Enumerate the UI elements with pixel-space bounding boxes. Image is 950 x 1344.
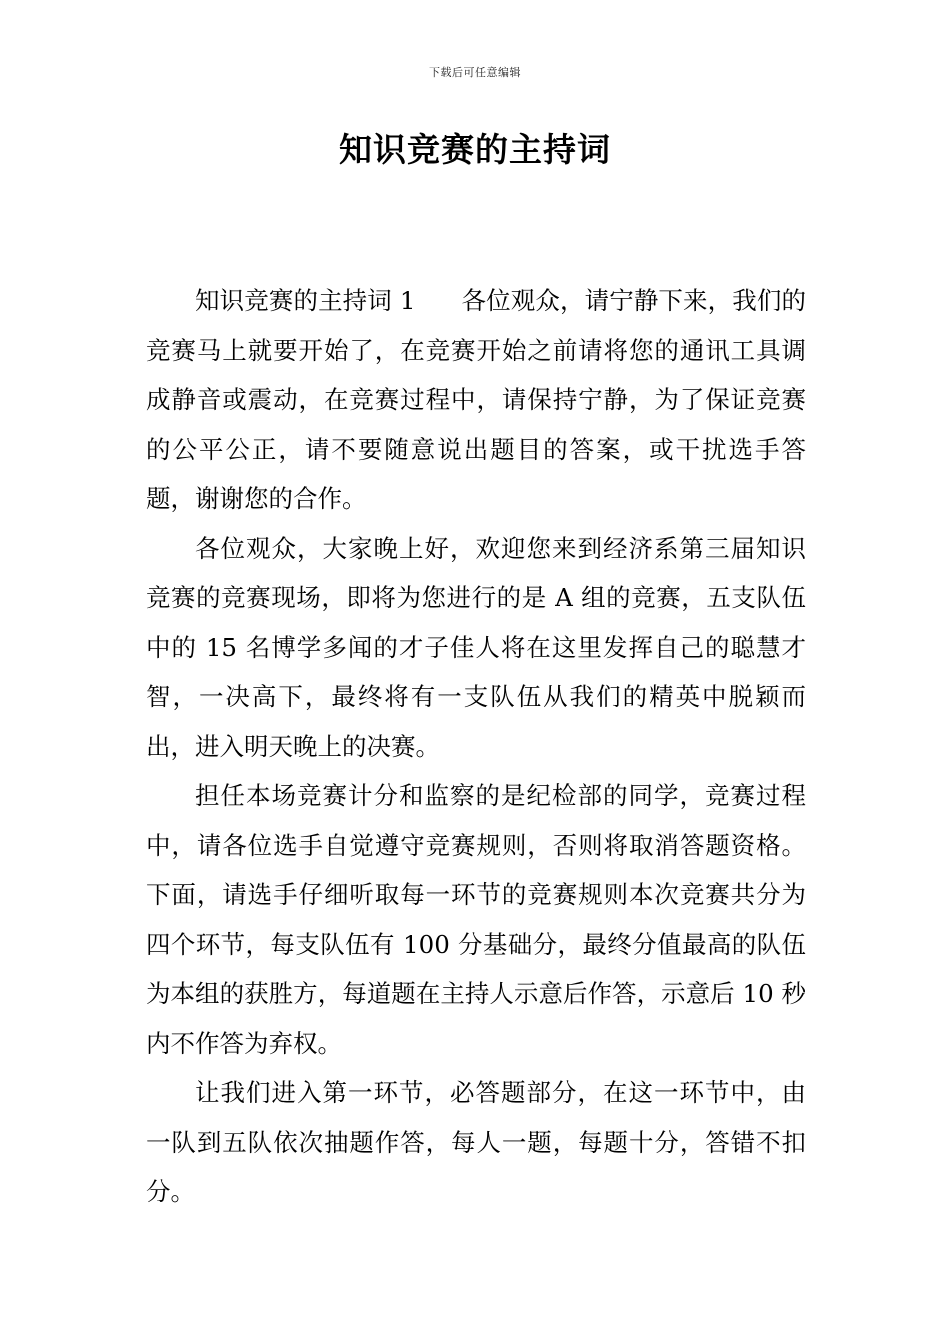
paragraph-4: 让我们进入第一环节，必答题部分，在这一环节中，由一队到五队依次抽题作答，每人一题，每题十分，答错不扣分。 — [146, 1078, 806, 1206]
document-body — [146, 276, 806, 1217]
paragraph-2: 各位观众，大家晚上好，欢迎您来到经济系第三届知识竞赛的竞赛现场，即将为您进行的是 A 组的竞赛，五支队伍中的 15 名博学多闻的才子佳人将在这里发挥自己的聪慧才智，一决高下，最终将有一支队伍从我们的精英中脱颖而出，进入明天晚上的决赛。 — [146, 533, 806, 761]
paragraph-1-text: 各位观众，请宁静下来，我们的竞赛马上就要开始了，在竞赛开始之前请将您的通讯工具调成静音或震动，在竞赛过程中，请保持宁静，为了保证竞赛的公平公正，请不要随意说出题目的答案，或干扰选手答题，谢谢您的合作。 — [146, 286, 807, 513]
header-note: 下载后可任意编辑 — [429, 66, 521, 79]
paragraph-1 — [146, 276, 806, 524]
section-label: 知识竞赛的主持词 1 — [195, 286, 416, 315]
paragraph-3: 担任本场竞赛计分和监察的是纪检部的同学，竞赛过程中，请各位选手自觉遵守竞赛规则，否则将取消答题资格。下面，请选手仔细听取每一环节的竞赛规则本次竞赛共分为四个环节，每支队伍有 100 分基础分，最终分值最高的队伍为本组的获胜方，每道题在主持人示意后作答，示意后 10 秒内不作答为弃权。 — [146, 781, 806, 1058]
page-title: 知识竞赛的主持词 — [339, 130, 611, 169]
